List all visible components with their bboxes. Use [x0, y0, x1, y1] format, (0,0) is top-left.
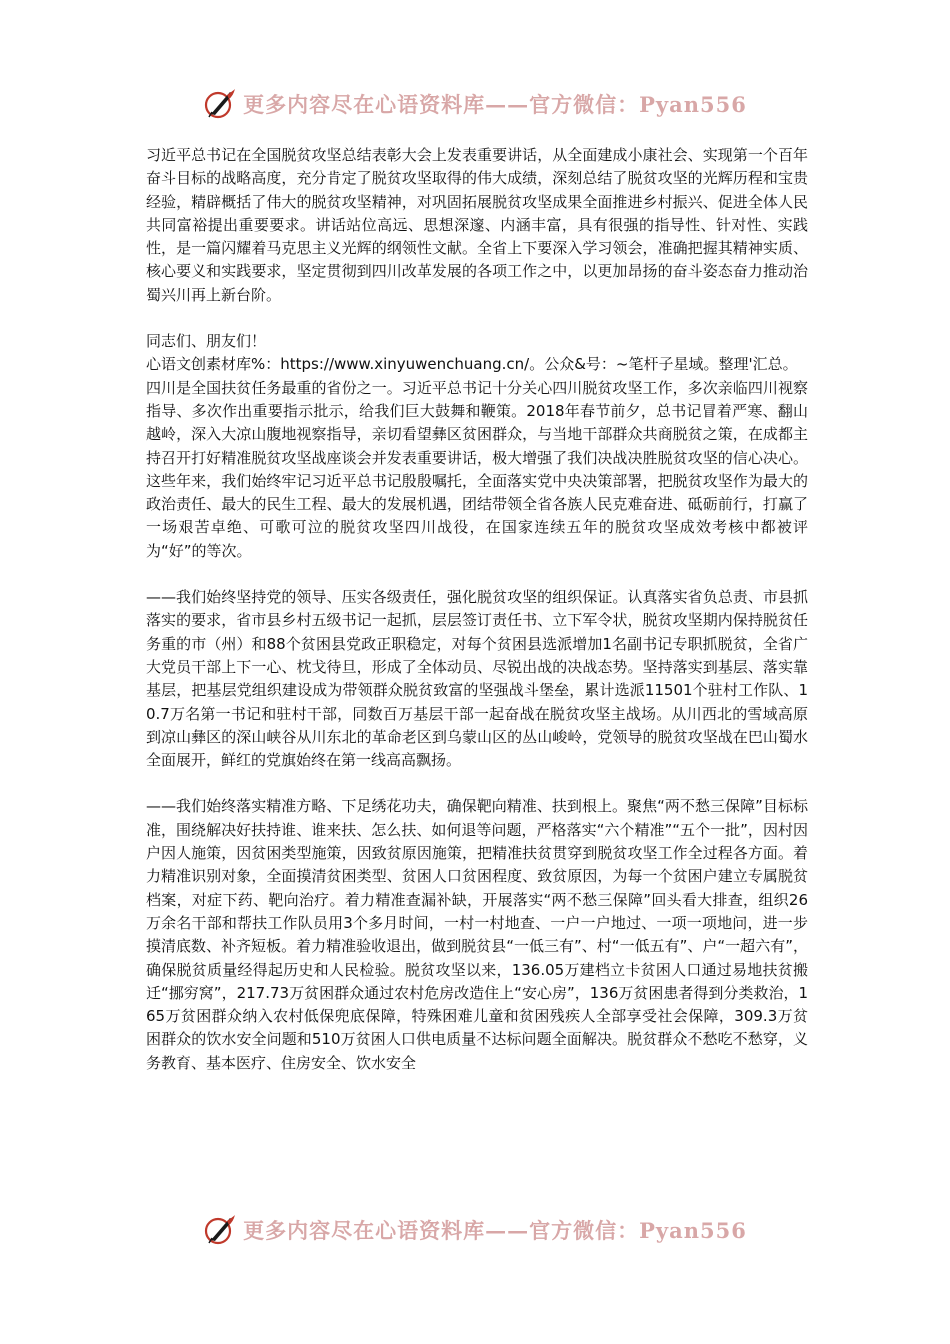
quill-pen-logo-icon — [203, 87, 237, 121]
paragraph-gap — [146, 772, 808, 795]
greeting: 同志们、朋友们！ — [146, 332, 267, 351]
paragraph-gap — [146, 307, 808, 330]
quill-pen-logo-icon — [203, 1213, 237, 1247]
paragraph-3: ——我们始终坚持党的领导、压实各级责任，强化脱贫攻坚的组织保证。认真落实省负总责、市县抓落实的要求，省市县乡村五级书记一起抓，层层签订责任书、立下军令状，脱贫攻坚期内保持脱贫任务重的市（州）和88个贫困县党政正职稳定，对每个贫困县选派增加1名副书记专职抓脱贫，全省广大党员干部上下一心、枕戈待旦，形成了全体动员、尽锐出战的决战态势。坚持落实到基层、落实靠基层，把基层党组织建设成为带领群众脱贫致富的坚强战斗堡垒，累计选派11501个驻村工作队、10.7万名第一书记和驻村干部，同数百万基层干部一起奋战在脱贫攻坚主战场。从川西北的雪域高原到凉山彝区的深山峡谷从川东北的革命老区到乌蒙山区的丛山峻岭，党领导的脱贫攻坚战在巴山蜀水全面展开，鲜红的党旗始终在第一线高高飘扬。 — [146, 588, 808, 770]
paragraph-gap — [146, 563, 808, 586]
paragraph-4: ——我们始终落实精准方略、下足绣花功夫，确保靶向精准、扶到根上。聚焦“两不愁三保障”目标标准，围绕解决好扶持谁、谁来扶、怎么扶、如何退等问题，严格落实“六个精准”“五个一批”，因村因户因人施策，因贫困类型施策，因致贫原因施策，把精准扶贫贯穿到脱贫攻坚工作全过程各方面。着力精准识别对象，全面摸清贫困类型、贫困人口贫困程度、致贫原因，为每一个贫困户建立专属脱贫档案，对症下药、靶向治疗。着力精准查漏补缺，开展落实“两不愁三保障”回头看大排查，组织26万余名干部和帮扶工作队员用3个多月时间，一村一村地查、一户一户地过、一项一项地问，进一步摸清底数、补齐短板。着力精准验收退出，做到脱贫县“一低三有”、村“一低五有”、户“一超六有”，确保脱贫质量经得起历史和人民检验。脱贫攻坚以来，136.05万建档立卡贫困人口通过易地扶贫搬迁“挪穷窝”，217.73万贫困群众通过农村危房改造住上“安心房”，136万贫困患者得到分类救治，165万贫困群众纳入农村低保兜底保障，特殊困难儿童和贫困残疾人全部享受社会保障，309.3万贫困群众的饮水安全问题和510万贫困人口供电质量不达标问题全面解决。脱贫群众不愁吃不愁穿，义务教育、基本医疗、住房安全、饮水安全 — [146, 797, 808, 1072]
header-banner — [0, 84, 950, 124]
source-note: 心语文创素材库%：https://www.xinyuwenchuang.cn/。公众&号：~笔杆子星域。整理'汇总。 — [146, 355, 798, 374]
paragraph-1: 习近平总书记在全国脱贫攻坚总结表彰大会上发表重要讲话，从全面建成小康社会、实现第一个百年奋斗目标的战略高度，充分肯定了脱贫攻坚取得的伟大成绩，深刻总结了脱贫攻坚的光辉历程和宝贵经验，精辟概括了伟大的脱贫攻坚精神，对巩固拓展脱贫攻坚成果全面推进乡村振兴、促进全体人民共同富裕提出重要要求。讲话站位高远、思想深邃、内涵丰富，具有很强的指导性、针对性、实践性，是一篇闪耀着马克思主义光辉的纲领性文献。全省上下要深入学习领会，准确把握其精神实质、核心要义和实践要求，坚定贯彻到四川改革发展的各项工作之中，以更加昂扬的奋斗姿态奋力推动治蜀兴川再上新台阶。 — [146, 146, 808, 304]
footer-banner — [0, 1210, 950, 1250]
document-body — [146, 144, 808, 1075]
footer-banner-text: 更多内容尽在心语资料库——官方微信：Pyan556 — [243, 1218, 747, 1243]
paragraph-2: 四川是全国扶贫任务最重的省份之一。习近平总书记十分关心四川脱贫攻坚工作，多次亲临四川视察指导、多次作出重要指示批示，给我们巨大鼓舞和鞭策。2018年春节前夕，总书记冒着严寒、翻山越岭，深入大凉山腹地视察指导，亲切看望彝区贫困群众，与当地干部群众共商脱贫之策，在成都主持召开打好精准脱贫攻坚战座谈会并发表重要讲话，极大增强了我们决战决胜脱贫攻坚的信心决心。这些年来，我们始终牢记习近平总书记殷殷嘱托，全面落实党中央决策部署，把脱贫攻坚作为最大的政治责任、最大的民生工程、最大的发展机遇，团结带领全省各族人民克难奋进、砥砺前行，打赢了一场艰苦卓绝、可歌可泣的脱贫攻坚四川战役，在国家连续五年的脱贫攻坚成效考核中都被评为“好”的等次。 — [146, 378, 808, 560]
header-banner-text: 更多内容尽在心语资料库——官方微信：Pyan556 — [243, 92, 747, 117]
